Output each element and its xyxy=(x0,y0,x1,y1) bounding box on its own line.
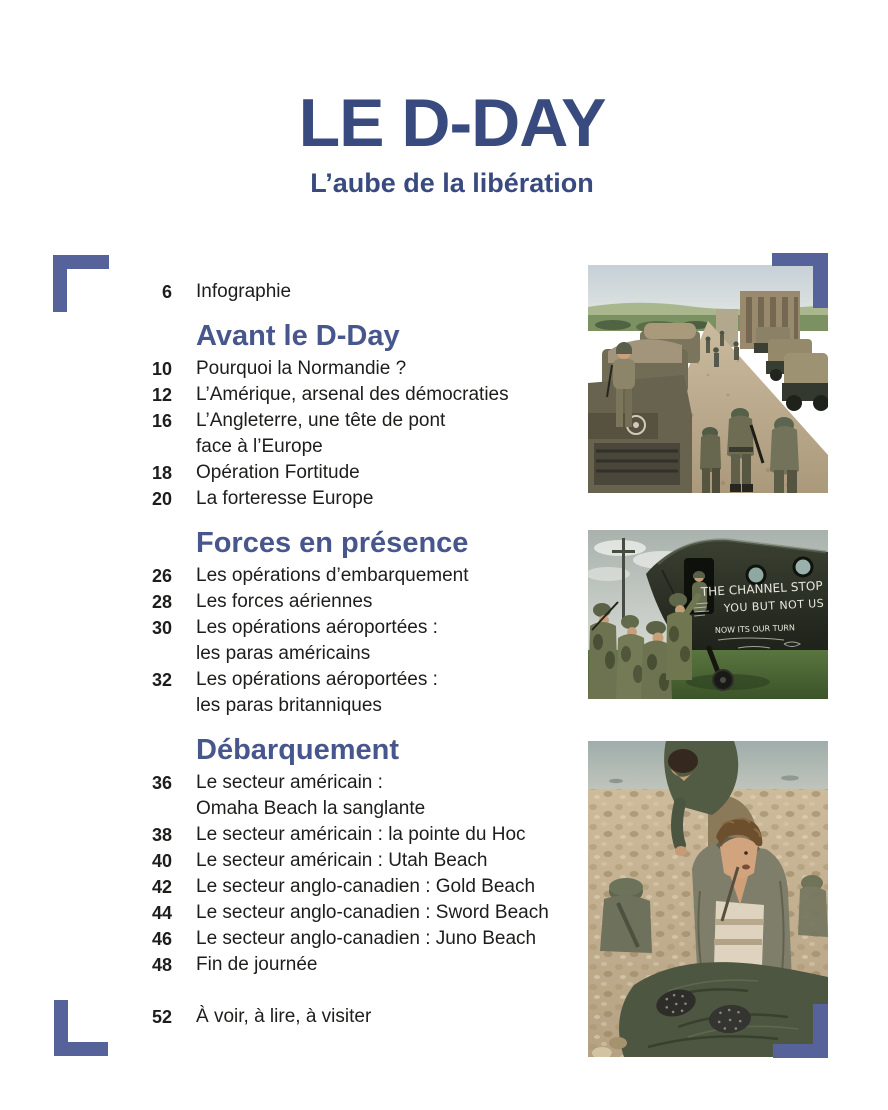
distant-ship xyxy=(609,779,623,783)
photo-glider-boarding xyxy=(588,530,828,699)
toc-entry xyxy=(140,460,576,486)
toc-entry-title xyxy=(196,848,488,874)
hand xyxy=(675,846,687,856)
toc-page-number: 46 xyxy=(151,929,172,949)
toc-entry-title xyxy=(196,615,438,667)
toc-page-number: 6 xyxy=(161,282,172,302)
chest-bandage xyxy=(714,901,764,967)
toc-entry-line: Omaha Beach la sanglante xyxy=(196,798,426,819)
chalk-line-1: THE CHANNEL STOP xyxy=(700,578,823,599)
dark-hair xyxy=(668,749,698,773)
toc-page-number: 52 xyxy=(151,1007,172,1027)
porthole-window xyxy=(794,558,812,576)
toc-entry xyxy=(140,770,576,822)
page-header xyxy=(16,85,888,198)
toc-entry-line: face à l’Europe xyxy=(196,436,323,457)
toc-entry-line: Les opérations d’embarquement xyxy=(196,565,469,586)
toc-entry-line: Le secteur anglo-canadien : Sword Beach xyxy=(196,902,549,923)
toc-entry-line: L’Amérique, arsenal des démocraties xyxy=(196,384,509,405)
hedge xyxy=(595,320,631,330)
toc-page-number: 12 xyxy=(151,385,172,405)
left-truck-column xyxy=(588,323,700,493)
toc-entry-line: Opération Fortitude xyxy=(196,462,360,483)
toc-entry-line: La forteresse Europe xyxy=(196,488,374,509)
bandage-strap xyxy=(714,939,762,945)
toc-entry-title xyxy=(196,667,438,719)
table-of-contents xyxy=(140,279,576,1030)
open-mouth xyxy=(742,865,750,870)
toc-entry-line: Le secteur américain : xyxy=(196,772,383,793)
toc-page-number: 30 xyxy=(151,618,172,638)
toc-page-number: 36 xyxy=(151,773,172,793)
mast-crossbar xyxy=(612,550,635,553)
chalk-line-3: NOW ITS OUR TURN xyxy=(714,623,796,635)
glider-illustration xyxy=(588,530,828,699)
toc-entry xyxy=(140,900,576,926)
toc-entry xyxy=(140,1004,576,1030)
toc-entry-line: Le secteur anglo-canadien : Gold Beach xyxy=(196,876,536,897)
toc-page-number: 28 xyxy=(151,592,172,612)
toc-entry-line: Le secteur américain : Utah Beach xyxy=(196,850,488,871)
toc-entry-title xyxy=(196,874,535,900)
toc-entry-line: Fin de journée xyxy=(196,954,318,975)
toc-entry-title xyxy=(196,563,469,589)
toc-page-number: 42 xyxy=(151,877,172,897)
toc-entry-line: Les forces aériennes xyxy=(196,591,373,612)
eye xyxy=(744,851,748,855)
toc-entry-title xyxy=(196,822,526,848)
toc-page-number: 44 xyxy=(151,903,172,923)
toc-entry xyxy=(140,822,576,848)
toc-page-number: 10 xyxy=(151,359,172,379)
toc-entry xyxy=(140,563,576,589)
corner-bracket-top-left xyxy=(53,255,109,312)
toc-page-number: 26 xyxy=(151,566,172,586)
toc-entry-line: Le secteur anglo-canadien : Juno Beach xyxy=(196,928,537,949)
corner-bracket-bottom-left xyxy=(54,1000,108,1056)
toc-section-heading: Débarquement xyxy=(196,734,400,766)
page-title: LE D-DAY xyxy=(298,85,606,161)
toc-entry-title xyxy=(196,356,406,382)
toc-entry-title xyxy=(196,460,360,486)
page-subtitle: L’aube de la libération xyxy=(310,168,594,198)
toc-page-number: 40 xyxy=(151,851,172,871)
toc-page-number: 38 xyxy=(151,825,172,845)
face xyxy=(720,837,758,878)
toc-entry-line: les paras américains xyxy=(196,643,371,664)
toc-entry-title xyxy=(196,1004,371,1030)
cloud xyxy=(594,540,646,556)
toc-page-number: 20 xyxy=(151,489,172,509)
toc-entry xyxy=(140,952,576,978)
corner-bracket-bottom-right xyxy=(773,1004,828,1058)
toc-entry xyxy=(140,615,576,667)
toc-entry-title xyxy=(196,589,372,615)
toc-entry-title xyxy=(196,952,317,978)
toc-entry-line: L’Angleterre, une tête de pont xyxy=(196,410,446,431)
toc-section-heading: Avant le D-Day xyxy=(196,320,400,352)
toc-entry-line: Infographie xyxy=(196,281,292,302)
toc-entry-line: Le secteur américain : la pointe du Hoc xyxy=(196,824,526,845)
toc-entry xyxy=(140,589,576,615)
toc-entry xyxy=(140,874,576,900)
toc-entry xyxy=(140,926,576,952)
toc-entry-line: les paras britanniques xyxy=(196,695,382,716)
toc-entry-title xyxy=(196,926,536,952)
toc-entry xyxy=(140,667,576,719)
toc-entry-line: Les opérations aéroportées : xyxy=(196,617,438,638)
toc-entry-line: À voir, à lire, à visiter xyxy=(196,1006,372,1027)
distant-ship xyxy=(781,775,799,780)
toc-entry xyxy=(140,486,576,512)
corner-bracket-top-right xyxy=(772,253,828,308)
toc-page-number: 48 xyxy=(151,955,172,975)
toc-entry-title xyxy=(196,408,445,460)
chalk-line-2: YOU BUT NOT US xyxy=(723,596,825,615)
toc-entry-line: Les opérations aéroportées : xyxy=(196,669,438,690)
arm xyxy=(677,803,680,845)
toc-entry-title xyxy=(196,382,509,408)
toc-entry xyxy=(140,356,576,382)
toc-entry-line: Pourquoi la Normandie ? xyxy=(196,358,407,379)
toc-entry-title xyxy=(196,770,425,822)
toc-entry xyxy=(140,382,576,408)
toc-entry-title xyxy=(196,900,549,926)
toc-page-number: 32 xyxy=(151,670,172,690)
toc-entry-title xyxy=(196,486,373,512)
toc-entry-title xyxy=(196,279,291,305)
toc-section-heading: Forces en présence xyxy=(196,527,469,559)
toc-page-number: 16 xyxy=(151,411,172,431)
toc-entry xyxy=(140,279,576,305)
toc-page-number: 18 xyxy=(151,463,172,483)
stone xyxy=(609,1037,627,1049)
toc-entry xyxy=(140,408,576,460)
toc-entry xyxy=(140,848,576,874)
